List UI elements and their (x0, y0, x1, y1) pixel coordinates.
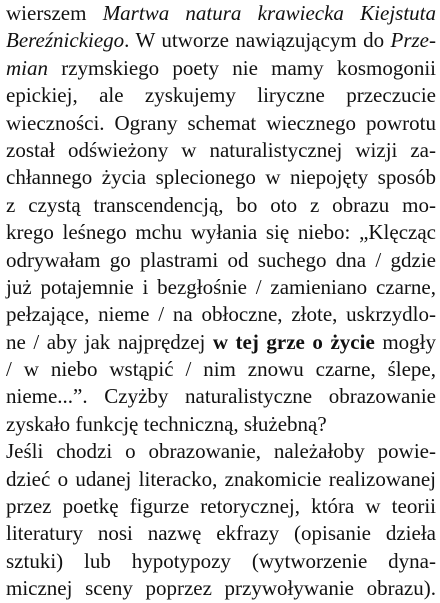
text-line-16: zyskało funkcję techniczną, służebną? (6, 411, 327, 436)
bold-phrase: w tej grze o życie (212, 329, 375, 354)
text-line-3 (6, 55, 436, 82)
italic-title: Prze- (390, 28, 436, 53)
text-line-10: odrywałam go plastrami od suchego dna / gdzie (6, 247, 436, 272)
text-line-2 (6, 27, 436, 54)
text-line-13 (6, 329, 436, 356)
text-span: mogły (374, 329, 437, 354)
text-line-21: sztuki) lub hypotypozy (wytworzenie dyna- (6, 548, 436, 573)
text-line-4: epickiej, ale zyskujemy liryczne przeczucie (6, 83, 436, 108)
text-line-20: literatury nosi nazwę ekfrazy (opisanie dzieła (6, 521, 436, 546)
italic-title: Bereźnickiego (6, 28, 125, 53)
text-line-12: pełzające, nieme / na obłoczne, złote, uskrzydlo- (6, 302, 436, 327)
text-line-18: dzieć o udanej literacko, znakomicie realizowanej (6, 466, 436, 491)
text-line-9: krego leśnego mchu wyłania się niebo: „Klęcząc (6, 220, 436, 245)
italic-title: Martwa natura krawiecka Kiejstuta (102, 1, 436, 25)
text-line-19: przez poetkę figurze retorycznej, która w teorii (6, 494, 436, 519)
text-line-15: nieme...”. Czyżby naturalistyczne obrazowanie (6, 384, 436, 409)
text-span: ne / aby jak najprędzej (6, 329, 213, 354)
document-page (6, 0, 436, 603)
text-line-14: / w niebo wstąpić / nim znowu czarne, ślepe, (6, 357, 436, 382)
text-line-8: z czystą transcendencją, bo oto z obrazu mo- (6, 192, 436, 217)
text-span: . W utworze nawiązującym do (124, 28, 391, 53)
text-line-5: wieczności. Ograny schemat wiecznego powrotu (6, 110, 436, 135)
italic-title: mian (6, 55, 48, 80)
text-line-11: już potajemnie i bezgłośnie / zamieniano czarne, (6, 274, 436, 299)
text-span: wierszem (6, 1, 103, 25)
text-line-7: chłannego życia splecionego w niepojęty sposób (6, 165, 436, 190)
text-line-1 (6, 0, 436, 27)
text-line-6: został odświeżony w naturalistycznej wizji za- (6, 137, 436, 162)
text-line-22: micznej sceny poprzez przywoływanie obrazu). (6, 576, 436, 601)
text-span: rzymskiego poety nie mamy kosmogonii (48, 55, 436, 80)
text-line-17: Jeśli chodzi o obrazowanie, należałoby powie- (6, 439, 436, 464)
